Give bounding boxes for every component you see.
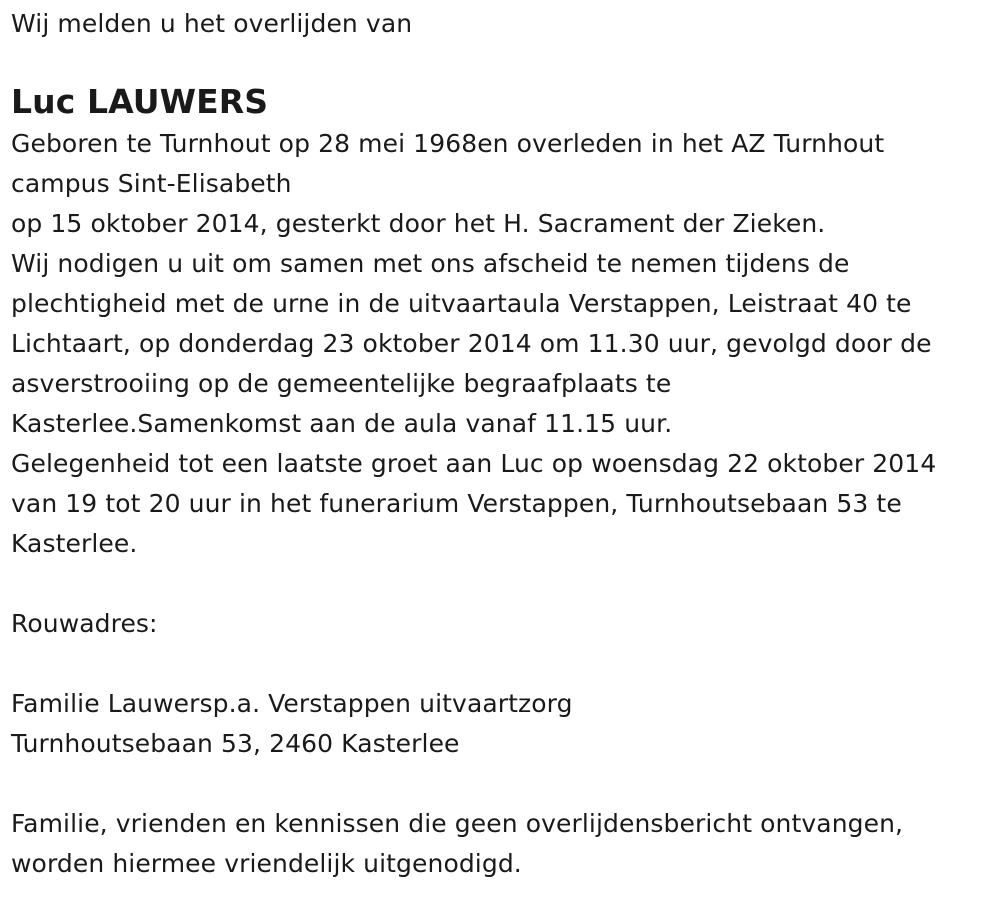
address-line: Familie Lauwersp.a. Verstappen uitvaartzorg bbox=[11, 689, 573, 718]
death-notice bbox=[11, 4, 991, 884]
closing-text bbox=[11, 804, 991, 884]
closing-line: worden hiermee vriendelijk uitgenodigd. bbox=[11, 849, 522, 878]
body-line: Kasterlee. bbox=[11, 529, 138, 558]
intro-text: Wij melden u het overlijden van bbox=[11, 9, 413, 38]
body-line: op 15 oktober 2014, gesterkt door het H. Sacrament der Zieken. bbox=[11, 209, 826, 238]
body-line: asverstrooiing op de gemeentelijke begraafplaats te bbox=[11, 369, 672, 398]
body-line: Geboren te Turnhout op 28 mei 1968en overleden in het AZ Turnhout bbox=[11, 129, 885, 158]
closing-line: Familie, vrienden en kennissen die geen overlijdensbericht ontvangen, bbox=[11, 809, 904, 838]
rouwadres-label: Rouwadres: bbox=[11, 609, 158, 638]
body-line: Gelegenheid tot een laatste groet aan Luc op woensdag 22 oktober 2014 bbox=[11, 449, 937, 478]
mourning-address bbox=[11, 684, 991, 764]
notice-body bbox=[11, 124, 991, 564]
body-line: Lichtaart, op donderdag 23 oktober 2014 om 11.30 uur, gevolgd door de bbox=[11, 329, 932, 358]
deceased-name: Luc LAUWERS bbox=[11, 82, 269, 121]
body-line: van 19 tot 20 uur in het funerarium Verstappen, Turnhoutsebaan 53 te bbox=[11, 489, 902, 518]
body-line: plechtigheid met de urne in de uitvaartaula Verstappen, Leistraat 40 te bbox=[11, 289, 912, 318]
address-line: Turnhoutsebaan 53, 2460 Kasterlee bbox=[11, 729, 460, 758]
body-line: campus Sint-Elisabeth bbox=[11, 169, 292, 198]
body-line: Kasterlee.Samenkomst aan de aula vanaf 11.15 uur. bbox=[11, 409, 673, 438]
body-line: Wij nodigen u uit om samen met ons afscheid te nemen tijdens de bbox=[11, 249, 850, 278]
